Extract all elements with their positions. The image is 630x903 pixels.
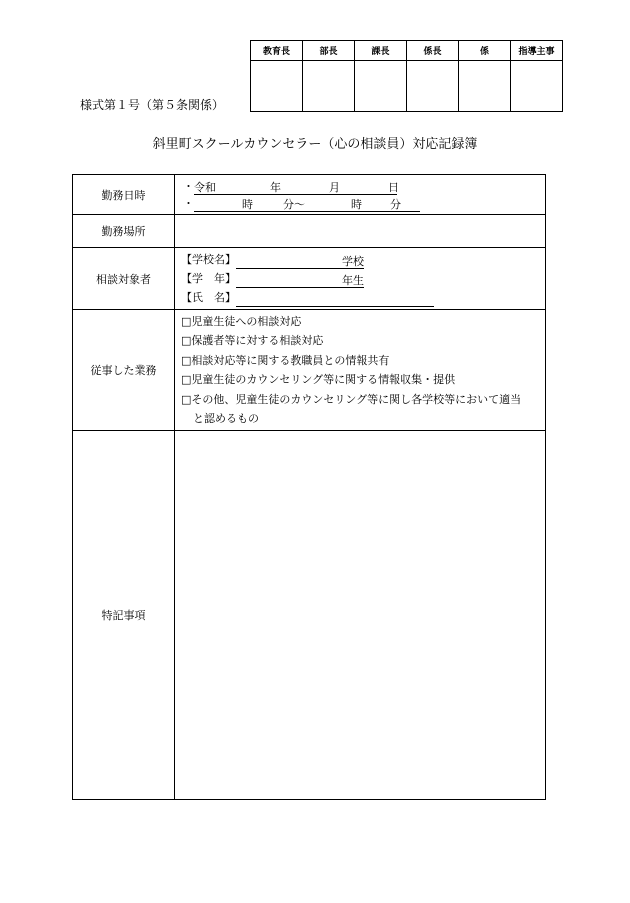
approval-stamp-box[interactable] — [459, 61, 511, 112]
day-unit: 日 — [388, 180, 399, 194]
school-underline — [236, 255, 364, 269]
date-underline — [194, 181, 397, 195]
grade-line — [175, 269, 545, 288]
approval-stamp-box[interactable] — [303, 61, 355, 112]
row-work-place — [73, 215, 546, 248]
hour-unit: 時 — [242, 197, 253, 211]
field-work-datetime[interactable] — [175, 175, 546, 215]
approval-stamp-table — [250, 40, 563, 112]
approval-header-staff: 係 — [459, 41, 511, 61]
school-line — [175, 250, 545, 269]
approval-stamp-box[interactable] — [251, 61, 303, 112]
label-consultation-target: 相談対象者 — [73, 248, 175, 310]
hour2-unit: 時 — [351, 197, 362, 211]
date-line — [175, 178, 545, 195]
duty-checkbox-item-other[interactable] — [175, 390, 545, 429]
approval-header-superintendent: 教育長 — [251, 41, 303, 61]
label-special-notes: 特記事項 — [73, 431, 175, 800]
name-underline — [236, 293, 434, 307]
name-label: 【氏 名】 — [181, 291, 236, 304]
label-duties: 従事した業務 — [73, 310, 175, 431]
field-work-place[interactable] — [175, 215, 546, 248]
grade-suffix: 年生 — [342, 274, 364, 287]
bullet: ・ — [183, 196, 194, 210]
record-table — [72, 174, 546, 800]
approval-header-director: 部長 — [303, 41, 355, 61]
field-duties — [175, 310, 546, 431]
label-work-datetime: 勤務日時 — [73, 175, 175, 215]
field-consultation-target[interactable] — [175, 248, 546, 310]
row-work-datetime — [73, 175, 546, 215]
duty-checkbox-item[interactable]: □児童生徒への相談対応 — [181, 314, 302, 328]
time-line — [175, 195, 545, 212]
approval-header-section-chief: 課長 — [355, 41, 407, 61]
grade-underline — [236, 274, 364, 288]
approval-header-subsection-chief: 係長 — [407, 41, 459, 61]
month-unit: 月 — [329, 180, 340, 194]
row-special-notes — [73, 431, 546, 800]
approval-stamp-box[interactable] — [407, 61, 459, 112]
name-line — [175, 288, 545, 307]
year-unit: 年 — [270, 180, 281, 194]
bullet: ・ — [183, 179, 194, 193]
form-number: 様式第１号（第５条関係） — [80, 98, 225, 112]
approval-stamp-box[interactable] — [511, 61, 563, 112]
duty-checkbox-item[interactable]: □保護者等に対する相談対応 — [181, 334, 324, 347]
row-consultation-target — [73, 248, 546, 310]
grade-label: 【学 年】 — [181, 272, 236, 285]
duty-checkbox-item[interactable]: □児童生徒のカウンセリング等に関する情報収集・提供 — [181, 373, 456, 386]
minute-tilde-text: 分～ — [283, 197, 305, 211]
approval-stamp-box[interactable] — [355, 61, 407, 112]
school-label: 【学校名】 — [181, 253, 236, 266]
duty-checkbox-item[interactable]: □相談対応等に関する教職員との情報共有 — [181, 353, 390, 367]
field-special-notes[interactable] — [175, 431, 546, 800]
document-title: 斜里町スクールカウンセラー（心の相談員）対応記録簿 — [152, 137, 478, 152]
duty-other-text: □その他、児童生徒のカウンセリング等に関し各学校等において適当 — [181, 392, 522, 406]
label-work-place: 勤務場所 — [73, 215, 175, 248]
row-duties — [73, 310, 546, 431]
minute2-unit: 分 — [390, 197, 401, 211]
time-underline — [194, 198, 420, 212]
duty-other-continuation: と認めるもの — [193, 412, 259, 425]
approval-header-supervisor: 指導主事 — [511, 41, 563, 61]
school-suffix: 学校 — [342, 255, 364, 268]
era-text: 令和 — [194, 180, 216, 194]
